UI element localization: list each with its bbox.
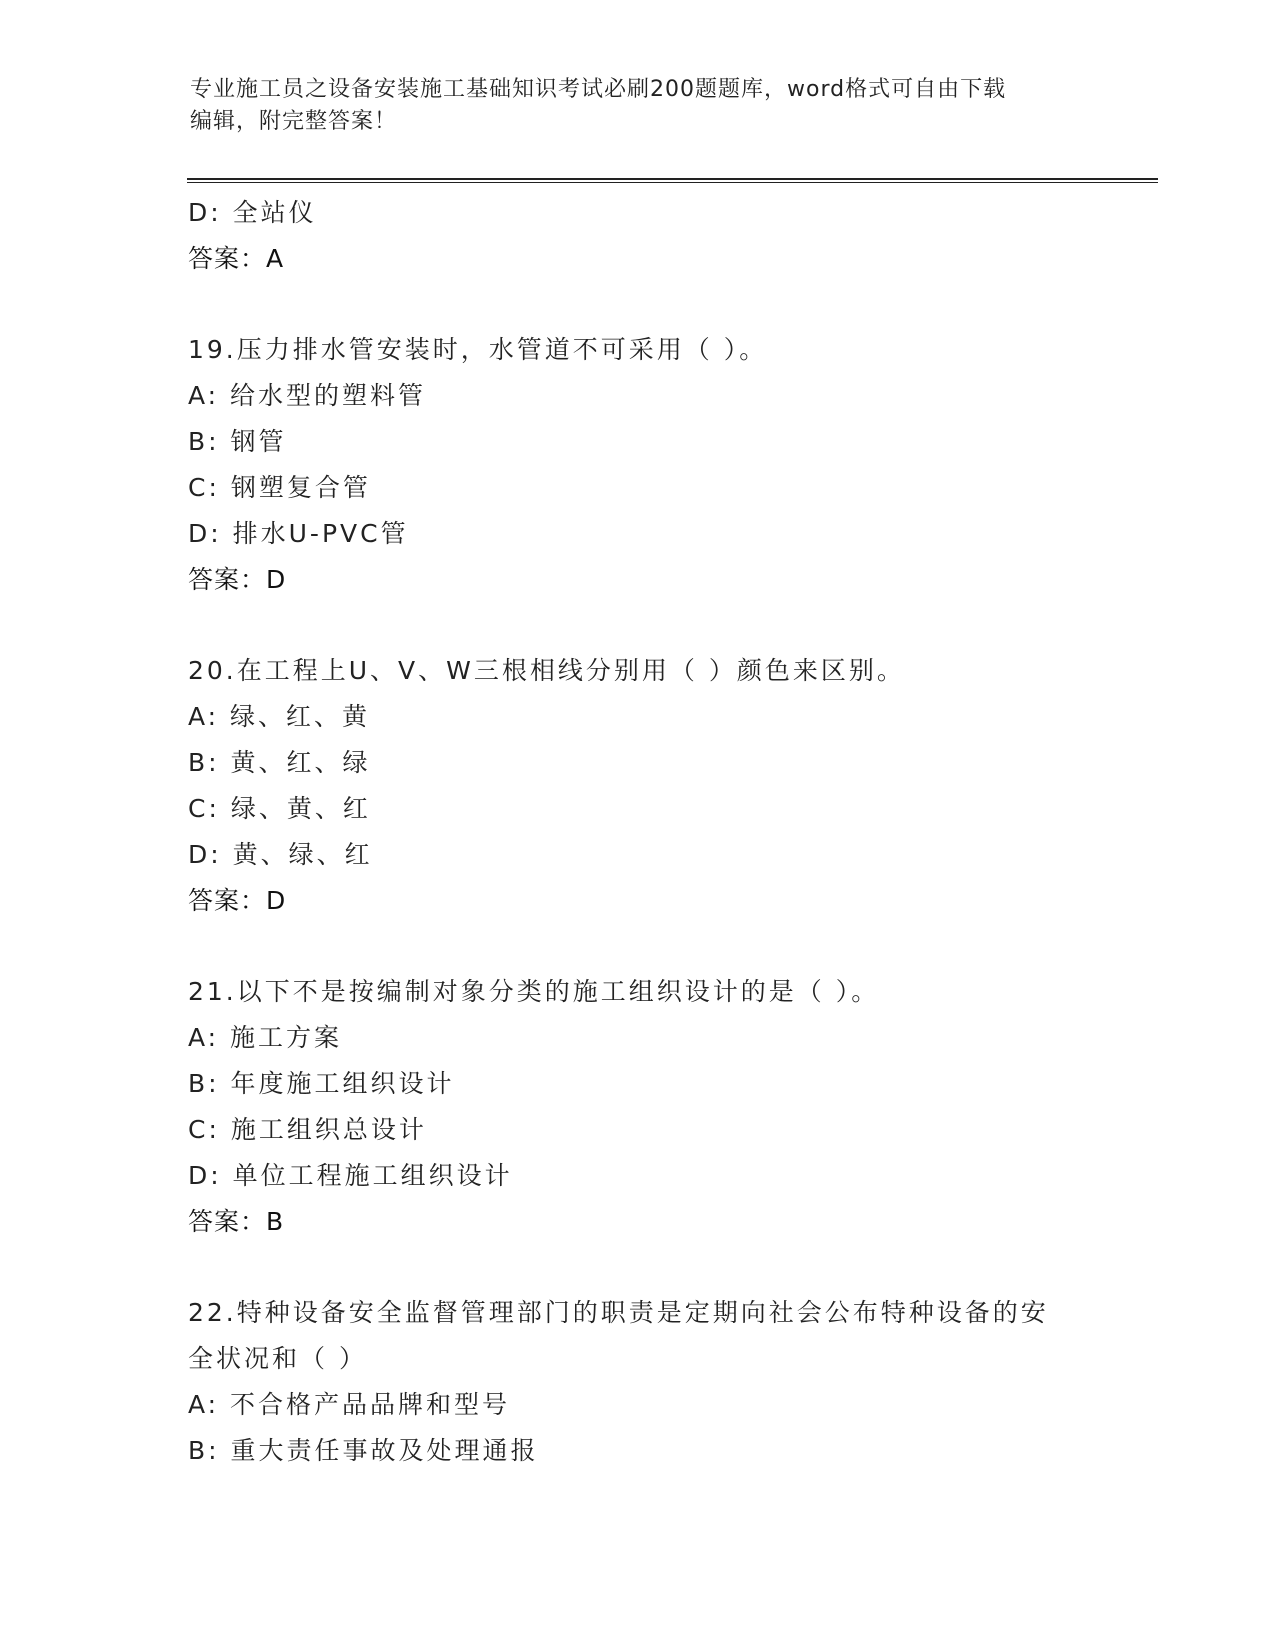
- question-list: [188, 190, 1148, 1474]
- previous-question-tail: [188, 190, 1148, 282]
- option-a: A: 绿、红、黄: [188, 702, 371, 731]
- document-header: [190, 74, 1090, 138]
- header-divider-thick: [187, 178, 1158, 180]
- spacer: [188, 924, 1148, 969]
- option-a: A: 不合格产品品牌和型号: [188, 1390, 511, 1419]
- header-divider-thin: [187, 182, 1158, 183]
- answer-line: 答案：D: [188, 886, 287, 915]
- option-b: B: 钢管: [188, 427, 287, 456]
- question-stem-line2: 全状况和（ ）: [188, 1344, 367, 1373]
- answer-line: 答案：B: [188, 1207, 285, 1236]
- question-stem-line1: 22.特种设备安全监督管理部门的职责是定期向社会公布特种设备的安: [188, 1298, 1049, 1327]
- question-20: [188, 648, 1148, 924]
- spacer: [188, 603, 1148, 648]
- question-stem: 19.压力排水管安装时，水管道不可采用（ ）。: [188, 335, 768, 364]
- option-c: C: 绿、黄、红: [188, 794, 371, 823]
- answer-line: 答案：D: [188, 565, 287, 594]
- question-19: [188, 327, 1148, 603]
- question-22: [188, 1290, 1148, 1474]
- question-21: [188, 969, 1148, 1245]
- header-title-line1: 专业施工员之设备安装施工基础知识考试必刷200题题库，word格式可自由下载: [190, 77, 1007, 102]
- answer-line: 答案：A: [188, 244, 285, 273]
- option-d: D: 单位工程施工组织设计: [188, 1161, 513, 1190]
- option-b: B: 年度施工组织设计: [188, 1069, 455, 1098]
- question-stem: 21.以下不是按编制对象分类的施工组织设计的是（ ）。: [188, 977, 880, 1006]
- spacer: [188, 282, 1148, 327]
- option-c: C: 施工组织总设计: [188, 1115, 427, 1144]
- option-c: C: 钢塑复合管: [188, 473, 371, 502]
- header-title-line2: 编辑，附完整答案！: [190, 109, 398, 134]
- option-b: B: 重大责任事故及处理通报: [188, 1436, 539, 1465]
- option-a: A: 给水型的塑料管: [188, 381, 427, 410]
- option-a: A: 施工方案: [188, 1023, 343, 1052]
- question-stem: 20.在工程上U、V、W三根相线分别用（ ）颜色来区别。: [188, 656, 905, 685]
- option-d: D: 排水U-PVC管: [188, 519, 409, 548]
- option-b: B: 黄、红、绿: [188, 748, 371, 777]
- option-d: D: 黄、绿、红: [188, 840, 373, 869]
- option-d: D: 全站仪: [188, 198, 317, 227]
- spacer: [188, 1245, 1148, 1290]
